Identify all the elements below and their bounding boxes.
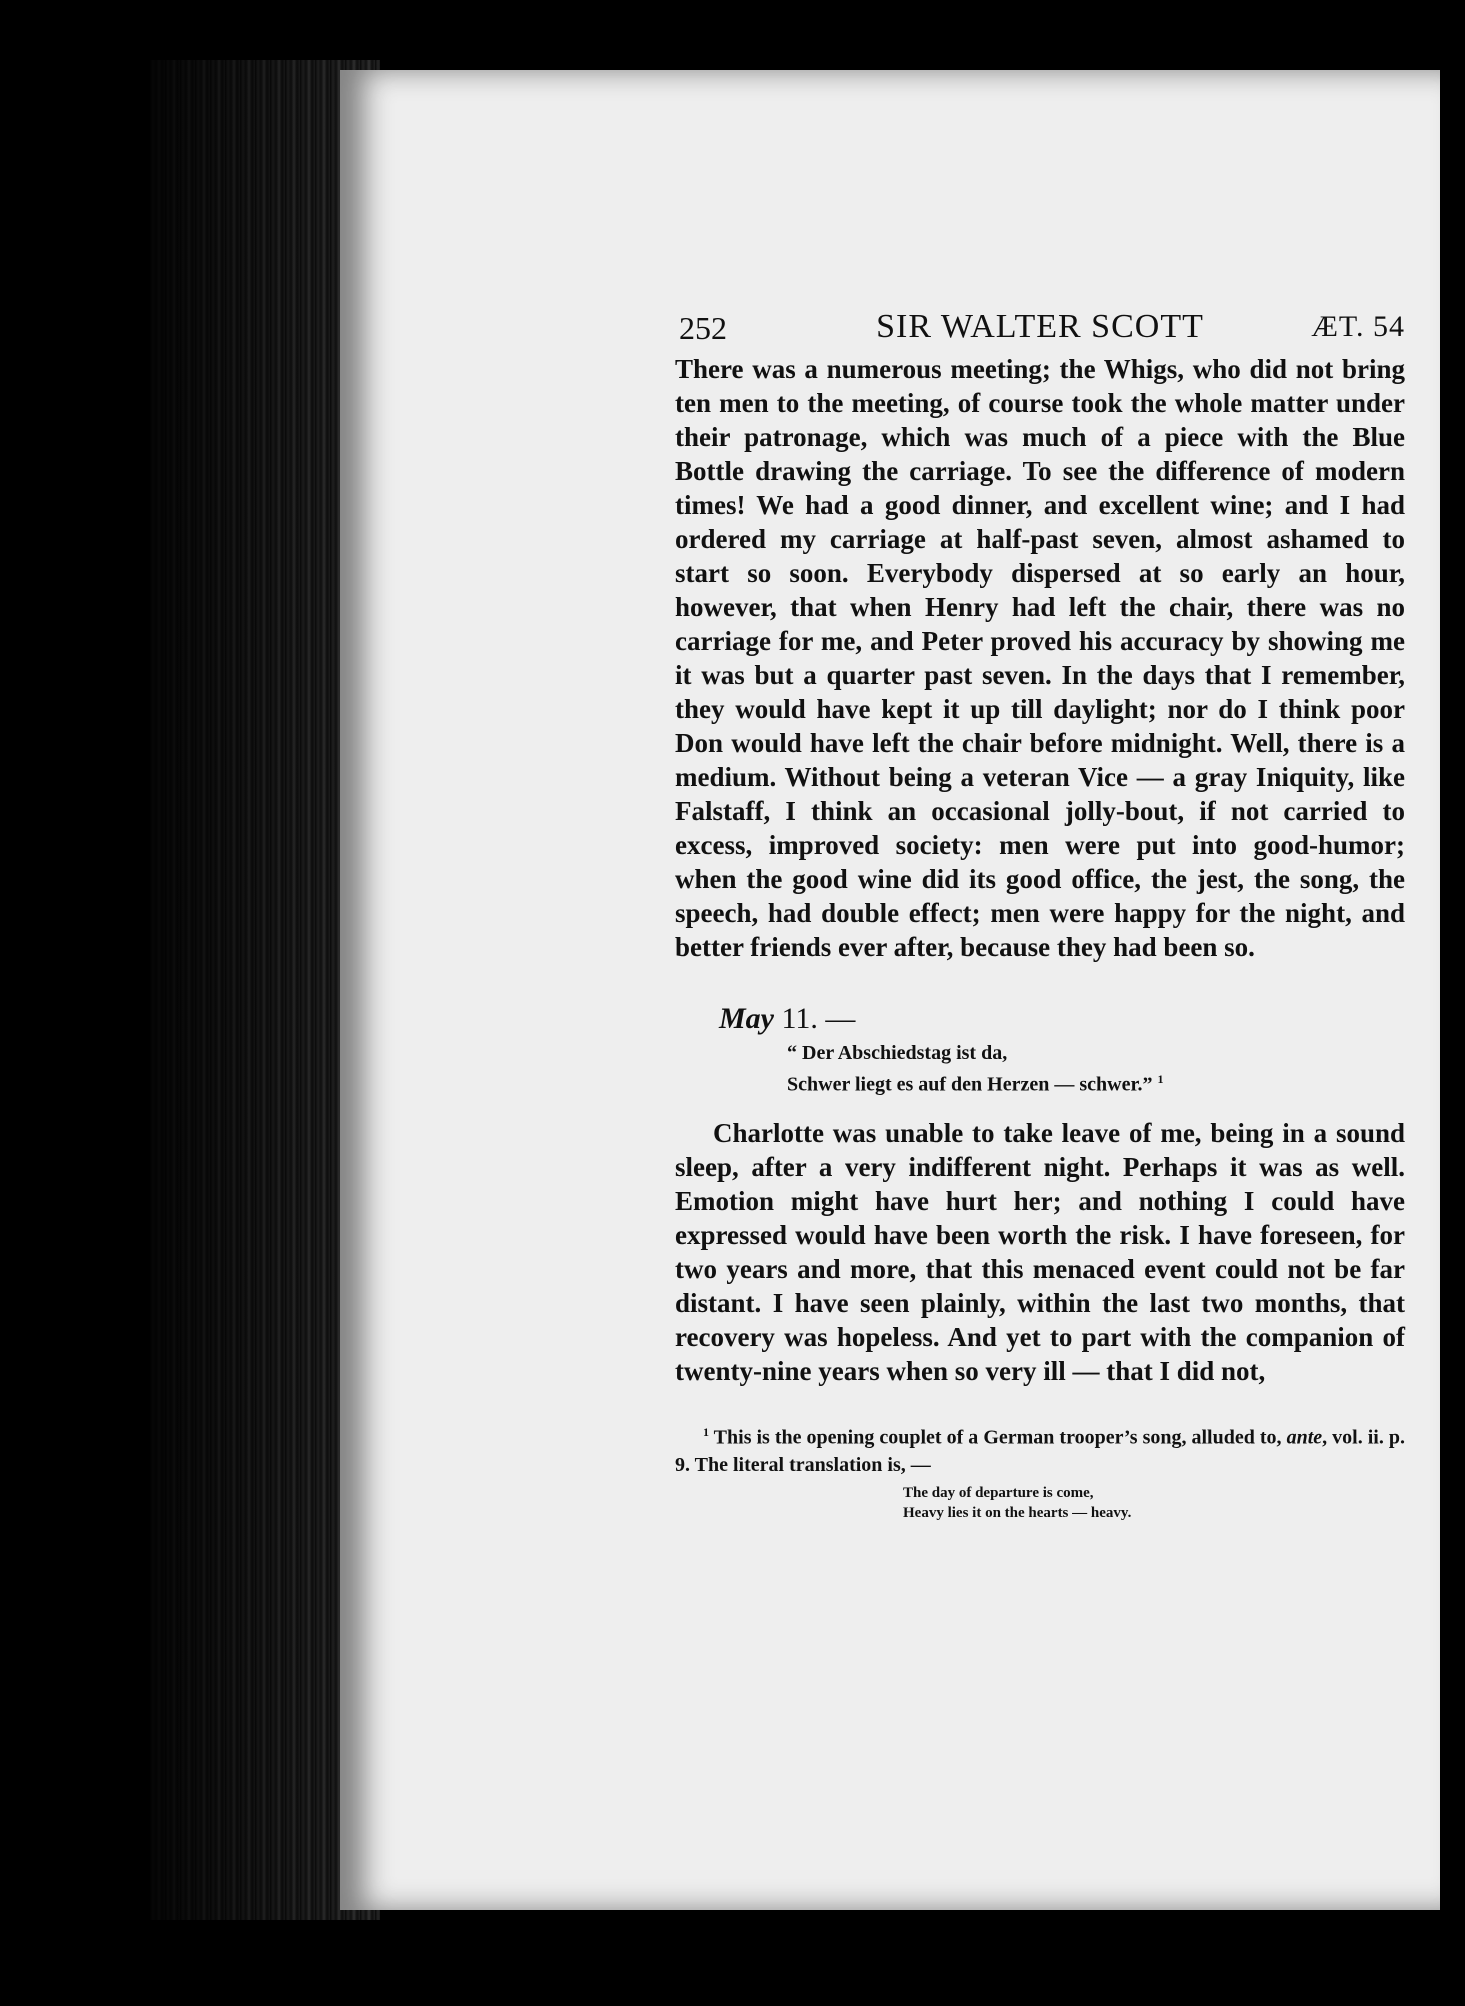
verse-line-2-text: Schwer liegt es auf den Herzen — schwer.”: [787, 1073, 1153, 1096]
entry-month: May: [719, 1002, 774, 1035]
footnote-translation: [903, 1483, 1405, 1523]
book-page: [340, 70, 1440, 1910]
paragraph-meeting: There was a numerous meeting; the Whigs, who did not bring ten men to the meeting, of course took the whole matter under their patronage, which was much of a piece with the Blue Bottle drawing the carriage. To see the difference of modern times! We had a good dinner, and excellent wine; and I had ordered my carriage at half-past seven, almost ashamed to start so soon. Everybody dispersed at so early an hour, however, that when Henry had left the chair, there was no carriage for me, and Peter proved his accuracy by showing me it was but a quarter past seven. In the days that I remember, they would have kept it up till daylight; nor do I think poor Don would have left the chair before midnight. Well, there is a medium. Without being a veteran Vice — a gray Iniquity, like Falstaff, I think an occasional jolly-bout, if not carried to excess, improved society: men were put into good-humor; when the good wine did its good office, the jest, the song, the speech, had double effect; men were happy for the night, and better friends ever after, because they had been so.: [675, 354, 1405, 962]
text-block: [675, 308, 1405, 1523]
footnote-reference: 1: [1157, 1072, 1164, 1086]
diary-entry-date: [719, 1002, 1405, 1036]
running-head: [675, 308, 1405, 352]
translation-line-1: The day of departure is come,: [903, 1485, 1094, 1502]
running-title: SIR WALTER SCOTT: [876, 308, 1204, 345]
footnote-text-after: , vol. ii. p. 9. The literal translation is, —: [675, 1426, 1406, 1477]
footnote-text-before: This is the opening couplet of a German trooper’s song, alluded to,: [713, 1426, 1282, 1449]
footnote-mark: 1: [703, 1424, 709, 1439]
footnote: [675, 1418, 1405, 1480]
page-number: 252: [679, 310, 727, 346]
paragraph-charlotte: Charlotte was unable to take leave of me, being in a sound sleep, after a very indifferent night. Perhaps it was as well. Emotion might have hurt her; and nothing I could have expressed would have been worth the risk. I have foreseen, for two years and more, that this menaced event could not be far distant. I have seen plainly, within the last two months, that recovery was hopeless. And yet to part with the companion of twenty-nine years when so very ill — that I did not,: [675, 1117, 1405, 1386]
translation-line-2: Heavy lies it on the hearts — heavy.: [903, 1505, 1132, 1522]
verse-line-2: [787, 1066, 1405, 1098]
verse-line-1: “ Der Abschiedstag ist da,: [787, 1042, 1008, 1064]
german-verse: [787, 1040, 1405, 1098]
footnote-ante: ante: [1286, 1426, 1323, 1449]
running-age: ÆT. 54: [1311, 310, 1405, 343]
entry-day: 11. —: [781, 1002, 856, 1035]
